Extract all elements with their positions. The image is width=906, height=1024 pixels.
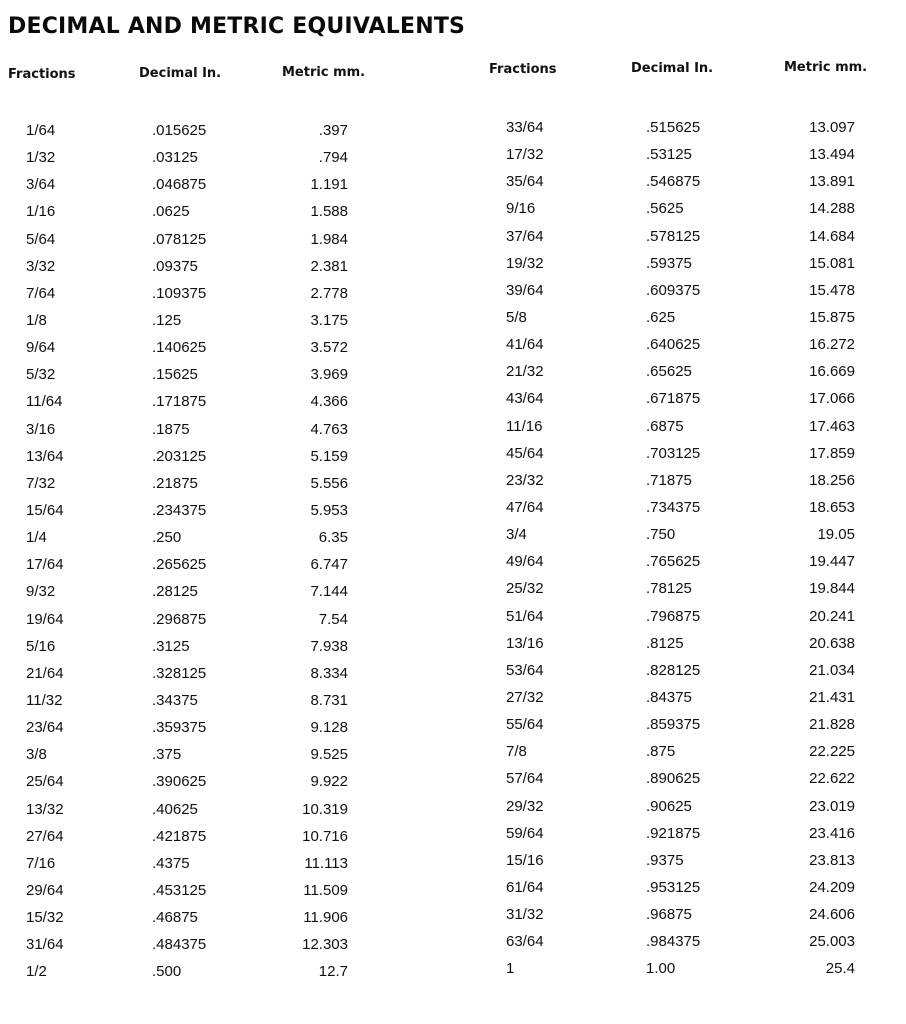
fraction-cell: 1/32: [26, 149, 56, 167]
decimal-cell: .953125: [646, 878, 701, 896]
table-row: [470, 441, 906, 468]
metric-cell: 18.653: [809, 498, 855, 516]
decimal-cell: .875: [646, 743, 676, 761]
table-row: [470, 875, 906, 902]
fraction-cell: 27/32: [506, 688, 544, 706]
decimal-cell: .359375: [152, 719, 207, 737]
metric-cell: 10.716: [302, 827, 348, 845]
fraction-cell: 3/4: [506, 526, 527, 544]
metric-cell: 18.256: [809, 471, 855, 489]
metric-cell: .794: [318, 149, 348, 167]
metric-cell: 22.622: [809, 770, 855, 788]
metric-cell: 2.778: [310, 284, 348, 302]
table-row: [0, 797, 440, 824]
table-row: [470, 414, 906, 441]
decimal-cell: .34375: [152, 691, 198, 709]
metric-cell: 16.669: [809, 363, 855, 381]
page-title: DECIMAL AND METRIC EQUIVALENTS: [8, 14, 466, 39]
table-row: [470, 359, 906, 386]
metric-cell: 14.288: [809, 200, 855, 218]
fraction-cell: 23/32: [506, 471, 544, 489]
fraction-cell: 1/16: [26, 203, 56, 221]
metric-cell: 16.272: [809, 336, 855, 354]
metric-cell: 9.525: [310, 746, 348, 764]
decimal-cell: .84375: [646, 688, 692, 706]
metric-cell: 25.003: [809, 933, 855, 951]
decimal-cell: .4375: [152, 854, 190, 872]
decimal-cell: .140625: [152, 339, 207, 357]
table-row: [0, 281, 440, 308]
table-row: [0, 335, 440, 362]
table-row: [0, 878, 440, 905]
fraction-cell: 27/64: [26, 827, 64, 845]
decimal-cell: .03125: [152, 149, 198, 167]
table-row: [0, 824, 440, 851]
table-row: [470, 712, 906, 739]
table-row: [470, 278, 906, 305]
metric-cell: 20.241: [809, 607, 855, 625]
metric-cell: 15.478: [809, 281, 855, 299]
table-row: [470, 196, 906, 223]
metric-cell: 6.35: [318, 529, 348, 547]
decimal-cell: .46875: [152, 909, 198, 927]
fraction-cell: 49/64: [506, 553, 544, 571]
decimal-cell: .15625: [152, 366, 198, 384]
metric-cell: 5.159: [310, 447, 348, 465]
decimal-cell: .015625: [152, 122, 207, 139]
fraction-cell: 23/64: [26, 719, 64, 737]
decimal-cell: .796875: [646, 607, 701, 625]
fraction-cell: 29/64: [26, 881, 64, 899]
fraction-cell: 53/64: [506, 661, 544, 679]
decimal-cell: .0625: [152, 203, 190, 221]
table-row: [470, 305, 906, 332]
decimal-cell: .6875: [646, 417, 684, 435]
metric-cell: 1.984: [310, 230, 348, 248]
table-row: [0, 607, 440, 634]
metric-cell: 8.334: [310, 664, 348, 682]
metric-cell: 20.638: [809, 634, 855, 652]
decimal-cell: .296875: [152, 610, 207, 628]
decimal-cell: .78125: [646, 580, 692, 598]
table-row: [470, 658, 906, 685]
metric-cell: 9.922: [310, 773, 348, 791]
decimal-cell: .703125: [646, 444, 701, 462]
table-row: [470, 848, 906, 875]
metric-cell: 19.05: [817, 526, 855, 544]
metric-cell: 5.953: [310, 501, 348, 519]
table-row: [470, 604, 906, 631]
metric-cell: 6.747: [310, 556, 348, 574]
table-row: [0, 769, 440, 796]
fraction-cell: 3/8: [26, 746, 47, 764]
fraction-cell: 33/64: [506, 119, 544, 136]
fraction-cell: 63/64: [506, 933, 544, 951]
metric-cell: 3.572: [310, 339, 348, 357]
fraction-cell: 13/32: [26, 800, 64, 818]
table-row: [470, 169, 906, 196]
table-row: [0, 417, 440, 444]
decimal-cell: .484375: [152, 936, 207, 954]
table-row: [470, 549, 906, 576]
table-row: [470, 739, 906, 766]
metric-cell: 21.034: [809, 661, 855, 679]
decimal-cell: .671875: [646, 390, 701, 408]
decimal-cell: .125: [152, 311, 182, 329]
decimal-cell: .421875: [152, 827, 207, 845]
decimal-cell: .59375: [646, 254, 692, 272]
metric-cell: 19.844: [809, 580, 855, 598]
decimal-cell: .250: [152, 529, 182, 547]
table-row: [0, 308, 440, 335]
fraction-cell: 15/64: [26, 501, 64, 519]
fraction-cell: 7/64: [26, 284, 56, 302]
table-row: [470, 468, 906, 495]
decimal-cell: .625: [646, 308, 676, 326]
fraction-cell: 41/64: [506, 336, 544, 354]
fraction-cell: 43/64: [506, 390, 544, 408]
table-row: [0, 932, 440, 959]
table-row: [470, 386, 906, 413]
fraction-cell: 9/64: [26, 339, 56, 357]
fraction-cell: 39/64: [506, 281, 544, 299]
decimal-cell: .859375: [646, 716, 701, 734]
decimal-cell: .28125: [152, 583, 198, 601]
fraction-cell: 5/32: [26, 366, 56, 384]
fraction-cell: 17/64: [26, 556, 64, 574]
metric-cell: 24.209: [809, 878, 855, 896]
fraction-cell: 25/32: [506, 580, 544, 598]
fraction-cell: 3/16: [26, 420, 56, 438]
table-row: [0, 444, 440, 471]
decimal-cell: .5625: [646, 200, 684, 218]
table-row: [470, 495, 906, 522]
metric-cell: 23.019: [809, 797, 855, 815]
fraction-cell: 59/64: [506, 824, 544, 842]
decimal-cell: .515625: [646, 119, 701, 136]
left-header-fractions: Fractions: [8, 67, 76, 82]
metric-cell: .397: [318, 122, 348, 139]
table-row: [470, 224, 906, 251]
metric-cell: 3.175: [310, 311, 348, 329]
fraction-cell: 13/64: [26, 447, 64, 465]
fraction-cell: 35/64: [506, 173, 544, 191]
decimal-cell: .1875: [152, 420, 190, 438]
left-table-rows: [0, 118, 440, 987]
metric-cell: 12.303: [302, 936, 348, 954]
fraction-cell: 37/64: [506, 227, 544, 245]
metric-cell: 2.381: [310, 257, 348, 275]
decimal-cell: .21875: [152, 474, 198, 492]
fraction-cell: 3/64: [26, 176, 56, 194]
metric-cell: 21.431: [809, 688, 855, 706]
metric-cell: 3.969: [310, 366, 348, 384]
metric-cell: 23.416: [809, 824, 855, 842]
fraction-cell: 1/8: [26, 311, 47, 329]
table-row: [0, 688, 440, 715]
right-header-fractions: Fractions: [489, 62, 557, 77]
decimal-cell: .765625: [646, 553, 701, 571]
table-row: [0, 905, 440, 932]
fraction-cell: 7/8: [506, 743, 527, 761]
fraction-cell: 11/16: [506, 417, 543, 435]
decimal-cell: .750: [646, 526, 676, 544]
fraction-cell: 5/8: [506, 308, 527, 326]
metric-cell: 19.447: [809, 553, 855, 571]
fraction-cell: 1: [506, 960, 515, 978]
metric-cell: 11.906: [303, 909, 348, 927]
decimal-cell: .8125: [646, 634, 684, 652]
metric-cell: 24.606: [809, 906, 855, 924]
metric-cell: 17.066: [809, 390, 855, 408]
fraction-cell: 21/32: [506, 363, 544, 381]
table-row: [470, 929, 906, 956]
left-conversion-table: [0, 0, 440, 1024]
table-row: [0, 634, 440, 661]
metric-cell: 14.684: [809, 227, 855, 245]
fraction-cell: 5/16: [26, 637, 56, 655]
right-header-decimal: Decimal In.: [631, 61, 714, 76]
metric-cell: 4.366: [310, 393, 348, 411]
fraction-cell: 7/32: [26, 474, 56, 492]
decimal-cell: .71875: [646, 471, 692, 489]
metric-cell: 17.463: [809, 417, 855, 435]
decimal-cell: .96875: [646, 906, 692, 924]
decimal-cell: .500: [152, 963, 182, 981]
metric-cell: 15.875: [809, 308, 855, 326]
table-row: [0, 742, 440, 769]
fraction-cell: 31/64: [26, 936, 64, 954]
table-row: [470, 902, 906, 929]
decimal-cell: .65625: [646, 363, 692, 381]
table-row: [470, 794, 906, 821]
metric-cell: 21.828: [809, 716, 855, 734]
fraction-cell: 7/16: [26, 854, 56, 872]
fraction-cell: 9/32: [26, 583, 56, 601]
fraction-cell: 17/32: [506, 146, 544, 164]
metric-cell: 7.144: [310, 583, 348, 601]
fraction-cell: 47/64: [506, 498, 544, 516]
table-row: [0, 552, 440, 579]
decimal-cell: .578125: [646, 227, 701, 245]
metric-cell: 1.191: [310, 176, 348, 194]
metric-cell: 25.4: [825, 960, 855, 978]
metric-cell: 5.556: [310, 474, 348, 492]
table-row: [0, 661, 440, 688]
table-row: [470, 522, 906, 549]
metric-cell: 10.319: [302, 800, 348, 818]
metric-cell: 11.509: [303, 881, 348, 899]
table-row: [470, 685, 906, 712]
decimal-cell: .828125: [646, 661, 701, 679]
decimal-cell: .734375: [646, 498, 701, 516]
metric-cell: 7.938: [310, 637, 348, 655]
metric-cell: 1.588: [310, 203, 348, 221]
decimal-cell: .453125: [152, 881, 207, 899]
decimal-cell: .234375: [152, 501, 207, 519]
fraction-cell: 5/64: [26, 230, 56, 248]
fraction-cell: 11/32: [26, 691, 63, 709]
decimal-cell: .375: [152, 746, 182, 764]
decimal-cell: .90625: [646, 797, 692, 815]
table-row: [470, 251, 906, 278]
table-row: [470, 631, 906, 658]
fraction-cell: 45/64: [506, 444, 544, 462]
fraction-cell: 1/64: [26, 122, 56, 139]
fraction-cell: 1/4: [26, 529, 47, 547]
decimal-cell: .09375: [152, 257, 198, 275]
decimal-cell: .203125: [152, 447, 207, 465]
decimal-cell: .078125: [152, 230, 207, 248]
decimal-cell: .609375: [646, 281, 701, 299]
table-row: [0, 579, 440, 606]
fraction-cell: 25/64: [26, 773, 64, 791]
decimal-cell: .546875: [646, 173, 701, 191]
fraction-cell: 19/64: [26, 610, 64, 628]
table-row: [470, 956, 906, 983]
table-row: [470, 576, 906, 603]
table-row: [470, 766, 906, 793]
fraction-cell: 15/32: [26, 909, 64, 927]
table-row: [0, 389, 440, 416]
right-table-rows: [470, 115, 906, 984]
fraction-cell: 21/64: [26, 664, 64, 682]
metric-cell: 13.494: [809, 146, 855, 164]
decimal-cell: .109375: [152, 284, 207, 302]
fraction-cell: 57/64: [506, 770, 544, 788]
left-header-metric: Metric mm.: [282, 65, 366, 80]
decimal-cell: 1.00: [646, 960, 676, 978]
table-row: [0, 254, 440, 281]
fraction-cell: 55/64: [506, 716, 544, 734]
fraction-cell: 31/32: [506, 906, 544, 924]
fraction-cell: 15/16: [506, 851, 544, 869]
fraction-cell: 11/64: [26, 393, 63, 411]
metric-cell: 13.891: [809, 173, 855, 191]
decimal-cell: .40625: [152, 800, 198, 818]
decimal-cell: .265625: [152, 556, 207, 574]
metric-cell: 8.731: [310, 691, 348, 709]
metric-cell: 22.225: [809, 743, 855, 761]
metric-cell: 4.763: [310, 420, 348, 438]
metric-cell: 13.097: [809, 119, 855, 136]
table-row: [0, 851, 440, 878]
decimal-cell: .921875: [646, 824, 701, 842]
decimal-cell: .9375: [646, 851, 684, 869]
right-header-metric: Metric mm.: [784, 60, 868, 75]
right-conversion-table: [470, 0, 906, 1024]
decimal-cell: .328125: [152, 664, 207, 682]
metric-cell: 15.081: [809, 254, 855, 272]
table-row: [470, 115, 906, 142]
decimal-cell: .890625: [646, 770, 701, 788]
fraction-cell: 13/16: [506, 634, 544, 652]
table-row: [0, 525, 440, 552]
decimal-cell: .53125: [646, 146, 692, 164]
metric-cell: 7.54: [318, 610, 348, 628]
fraction-cell: 29/32: [506, 797, 544, 815]
metric-cell: 9.128: [310, 719, 348, 737]
table-row: [0, 471, 440, 498]
metric-cell: 17.859: [809, 444, 855, 462]
fraction-cell: 51/64: [506, 607, 544, 625]
table-row: [470, 142, 906, 169]
table-row: [0, 959, 440, 986]
fraction-cell: 9/16: [506, 200, 536, 218]
table-row: [470, 821, 906, 848]
table-row: [0, 715, 440, 742]
table-row: [0, 227, 440, 254]
fraction-cell: 19/32: [506, 254, 544, 272]
table-row: [0, 199, 440, 226]
table-row: [0, 362, 440, 389]
table-row: [0, 172, 440, 199]
fraction-cell: 1/2: [26, 963, 47, 981]
decimal-cell: .046875: [152, 176, 207, 194]
fraction-cell: 61/64: [506, 878, 544, 896]
metric-cell: 11.113: [304, 854, 348, 872]
table-row: [0, 498, 440, 525]
left-header-decimal: Decimal In.: [139, 66, 222, 81]
table-row: [470, 332, 906, 359]
decimal-cell: .3125: [152, 637, 190, 655]
table-row: [0, 118, 440, 145]
decimal-cell: .390625: [152, 773, 207, 791]
fraction-cell: 3/32: [26, 257, 56, 275]
decimal-cell: .984375: [646, 933, 701, 951]
metric-cell: 12.7: [318, 963, 348, 981]
decimal-cell: .171875: [152, 393, 207, 411]
metric-cell: 23.813: [809, 851, 855, 869]
decimal-cell: .640625: [646, 336, 701, 354]
table-row: [0, 145, 440, 172]
